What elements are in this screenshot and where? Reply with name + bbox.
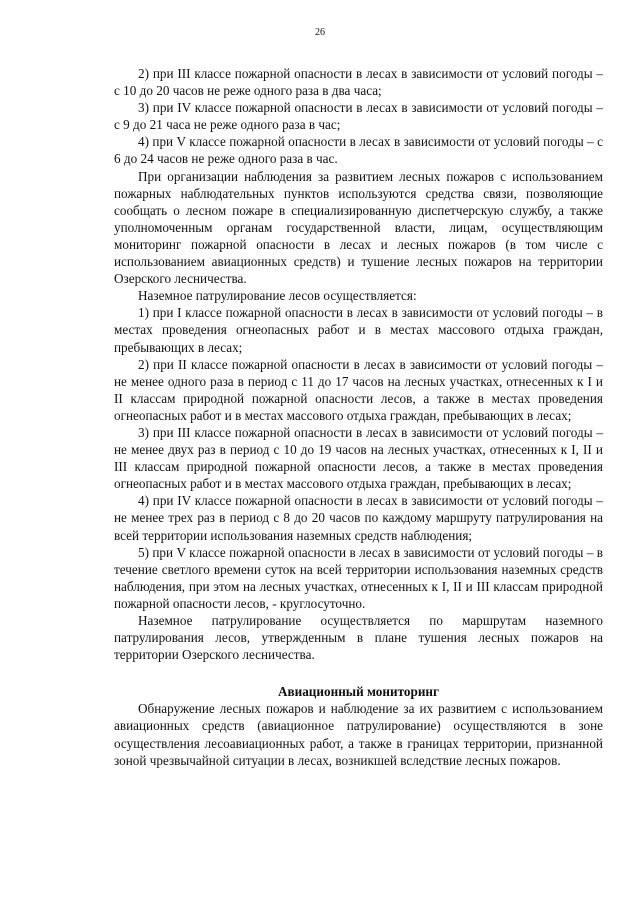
paragraph: 3) при III классе пожарной опасности в лесах в зависимости от условий погоды – не менее двух раз в период с 10 до 19 часов на лесных участках, отнесенных к I, II и III классам природной пожарной опасности лесов, а также в местах проведения огнеопасных работ и в местах массового отдыха граждан, пребывающих в лесах; <box>114 424 603 492</box>
paragraph: Наземное патрулирование лесов осуществляется: <box>138 288 417 304</box>
paragraph: 4) при V классе пожарной опасности в лесах в зависимости от условий погоды – с 6 до 24 часов не реже одного раза в час. <box>114 134 603 167</box>
paragraph: 2) при III классе пожарной опасности в лесах в зависимости от условий погоды – с 10 до 20 часов не реже одного раза в два часа; <box>114 66 603 99</box>
paragraph: 4) при IV классе пожарной опасности в лесах в зависимости от условий погоды – не менее трех раз в период с 8 до 20 часов по каждому маршруту патрулирования на всей территории использования наземных средств наблюдения; <box>114 493 603 543</box>
paragraph: 1) при I классе пожарной опасности в лесах в зависимости от условий погоды – в местах проведения огнеопасных работ и в местах массового отдыха граждан, пребывающих в лесах; <box>114 305 603 355</box>
paragraph: 2) при II классе пожарной опасности в лесах в зависимости от условий погоды – не менее одного раза в период с 11 до 17 часов на лесных участках, отнесенных к I и II классам природной пожарной опасности лесов, а также в местах проведения огнеопасных работ и в местах массового отдыха граждан, пребывающих в лесах; <box>114 356 603 423</box>
section-heading: Авиационный мониторинг <box>277 684 440 700</box>
paragraph: 5) при V классе пожарной опасности в лесах в зависимости от условий погоды – в течение светлого времени суток на всей территории использования наземных средств наблюдения, при этом на лесных участках, отнесенных к I, II и III классам природной пожарной опасности лесов, - круглосуточно. <box>114 544 603 611</box>
document-body <box>114 65 603 769</box>
paragraph: Обнаружение лесных пожаров и наблюдение за их развитием с использованием авиационных средств (авиационное патрулирование) осуществляются в зоне осуществления лесоавиационных работ, а также в границах территории, признанной зоной чрезвычайной ситуации в лесах, возникшей вследствие лесных пожаров. <box>114 701 603 768</box>
paragraph: Наземное патрулирование осуществляется по маршрутам наземного патрулирования лесов, утвержденным в плане тушения лесных пожаров на территории Озерского лесничества. <box>114 613 603 663</box>
paragraph: 3) при IV классе пожарной опасности в лесах в зависимости от условий погоды – с 9 до 21 часа не реже одного раза в час; <box>114 100 603 133</box>
page-number: 26 <box>315 27 325 38</box>
paragraph: При организации наблюдения за развитием лесных пожаров с использованием пожарных наблюдательных пунктов используются средства связи, позволяющие сообщать о лесном пожаре в специализированную диспетчерскую службу, а также уполномоченным органам государственной власти, лицам, осуществляющим мониторинг пожарной опасности в лесах и лесных пожаров (в том числе с использованием авиационных средств) и тушение лесных пожаров на территории Озерского лесничества. <box>114 168 603 287</box>
